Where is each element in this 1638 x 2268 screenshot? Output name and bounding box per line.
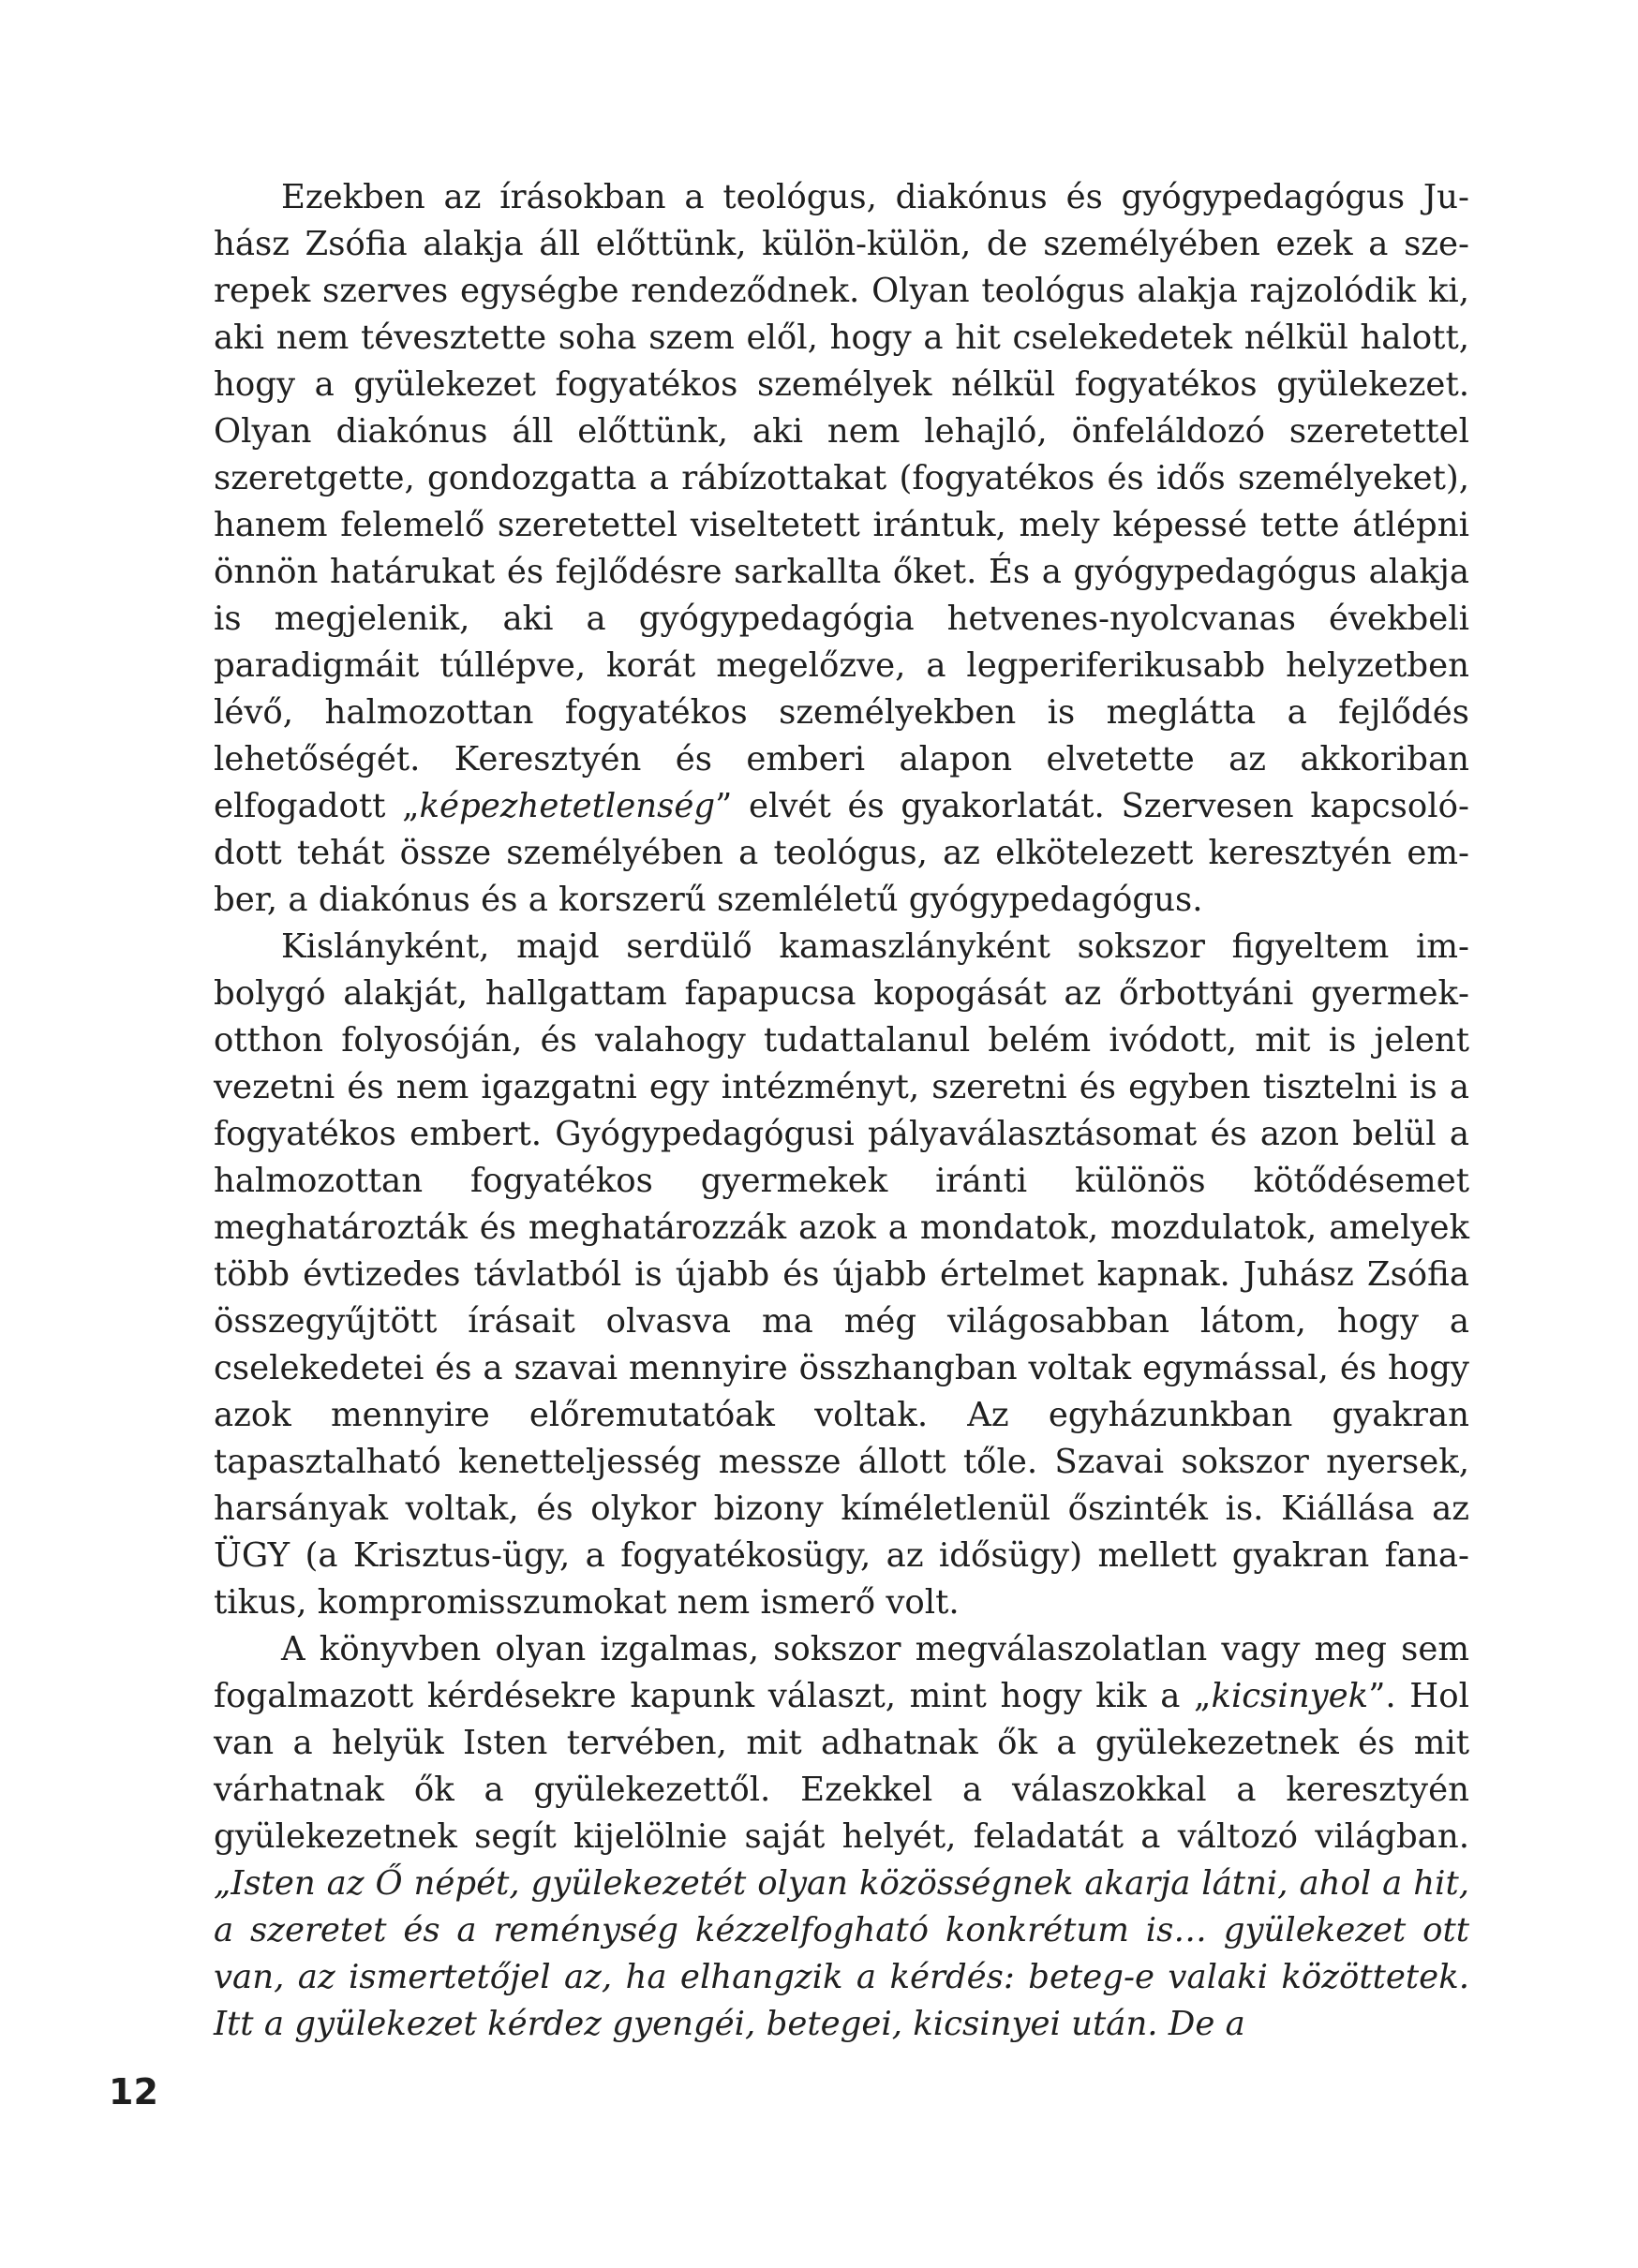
text-run: ” elvét és gyakorlatát. Szervesen kapcsolódott tehát össze személyében a teológus, az elkötelezett keresztyén ember, a diakónus és a korszerű szemléletű gyógypedagógus. [214,787,1469,919]
italic-run: kicsinyek [1211,1677,1369,1715]
italic-run: képezhetetlenség [419,787,716,825]
italic-run: „Isten az Ő népét, gyülekezetét olyan közösségnek akarja látni, ahol a hit, a szeretet és a reménység kézzelfogható konkrétum is… gyülekezet ott van, az ismertetőjel az, ha elhangzik a kérdés: beteg-e valaki közöttetek. Itt a gyülekezet kérdez gyengéi, betegei, kicsinyei után. De a [214,1864,1469,2043]
paragraph-3 [214,1626,1469,2048]
text-run: A könyvben olyan izgalmas, sokszor megválaszolatlan vagy meg sem fogalmazott kérdésekre kapunk választ, mint hogy kik a „ [214,1630,1469,1715]
body-text [214,174,1469,2048]
text-run: Kislányként, majd serdülő kamaszlányként sokszor figyeltem imbolygó alakját, hallgattam fapapucsa kopogását az őrbottyáni gyermekotthon folyosóján, és valahogy tudattalanul belém ivódott, mit is jelent vezetni és nem igazgatni egy intézményt, szeretni és egyben tisztelni is a fogyatékos embert. Gyógypedagógusi pályaválasztásomat és azon belül a halmozottan fogyatékos gyermekek iránti különös kötődésemet meghatározták és meghatározzák azok a mondatok, mozdulatok, amelyek több évtizedes távlatból is újabb és újabb értelmet kapnak. Juhász Zsófia összegyűjtött írásait olvasva ma még világosabban látom, hogy a cselekedetei és a szavai mennyire összhangban voltak egymással, és hogy azok mennyire előremutatóak voltak. Az egyházunkban gyakran tapasztalható kenetteljesség messze állott tőle. Szavai sokszor nyersek, harsányak voltak, és olykor bizony kíméletlenül őszinték is. Kiállása az ÜGY (a Krisztus-ügy, a fogyatékosügy, az idősügy) mellett gyakran fanatikus, kompromisszumokat nem ismerő volt. [214,927,1469,1622]
paragraph-1 [214,174,1469,924]
text-run: Ezekben az írásokban a teológus, diakónus és gyógypedagógus Juhász Zsófia alakja áll előttünk, külön-külön, de személyében ezek a szerepek szerves egységbe rendeződnek. Olyan teológus alakja rajzolódik ki, aki nem tévesztette soha szem elől, hogy a hit cselekedetek nélkül halott, hogy a gyülekezet fogyatékos személyek nélkül fogyatékos gyülekezet. Olyan diakónus áll előttünk, aki nem lehajló, önfeláldozó szeretettel szeretgette, gondozgatta a rábízottakat (fogyatékos és idős személyeket), hanem felemelő szeretettel viseltetett irántuk, mely képessé tette átlépni önnön határukat és fejlődésre sarkallta őket. És a gyógypedagógus alakja is megjelenik, aki a gyógypedagógia hetvenes-nyolcvanas évekbeli paradigmáit túllépve, korát megelőzve, a legperiferikusabb helyzetben lévő, halmozottan fogyatékos személyekben is meglátta a fejlődés lehetőségét. Keresztyén és emberi alapon elvetette az akkoriban elfogadott „ [214,178,1469,825]
page-number: 12 [109,2071,158,2112]
paragraph-2 [214,924,1469,1626]
text-run: ”. Hol van a helyük Isten tervében, mit adhatnak ők a gyülekezetnek és mit várhatnak ők a gyülekezettől. Ezekkel a válaszokkal a keresztyén gyülekezetnek segít kijelölnie saját helyét, feladatát a változó világban. [214,1677,1469,1856]
